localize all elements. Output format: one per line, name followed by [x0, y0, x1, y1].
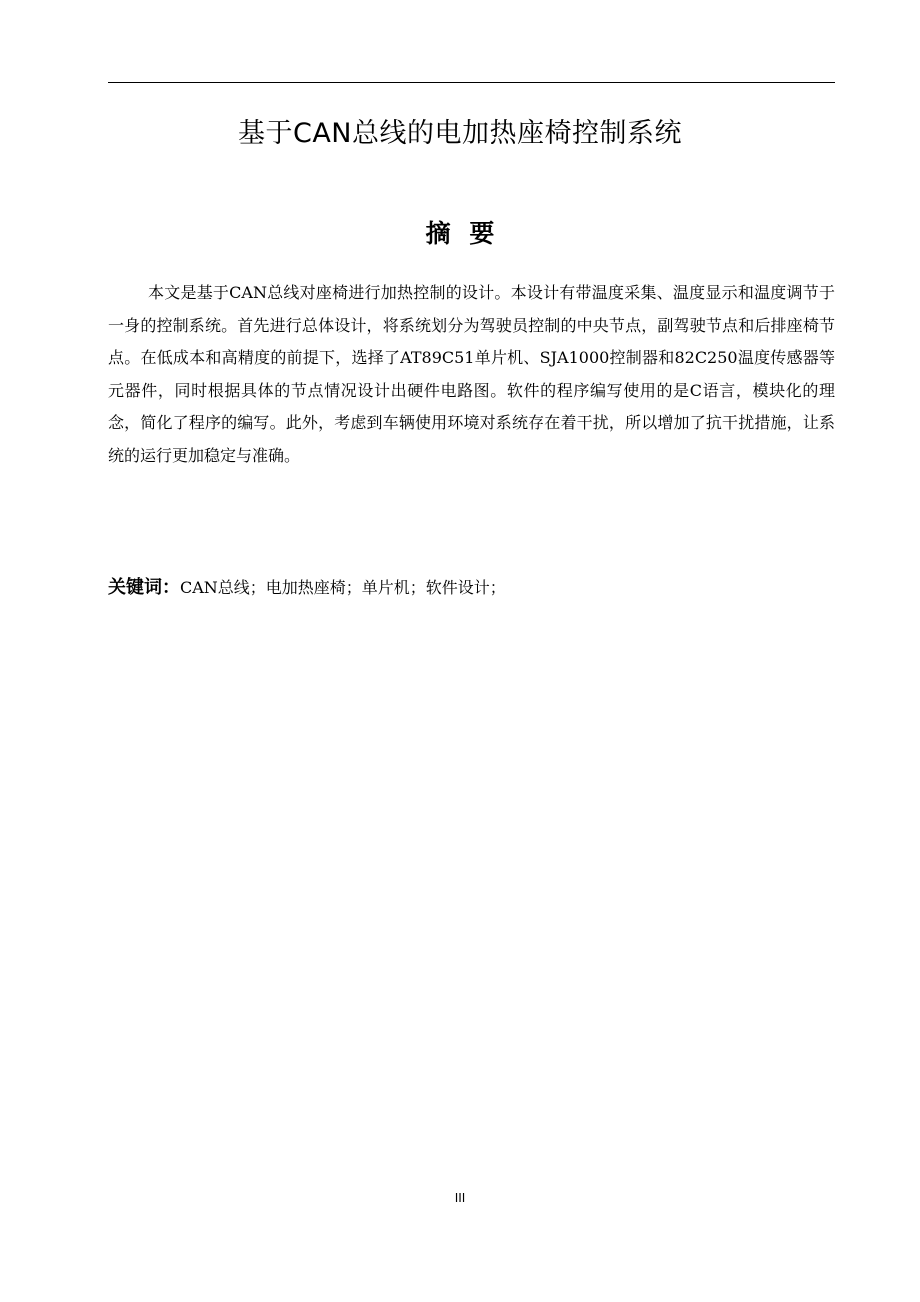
- page-number: III: [454, 1191, 466, 1205]
- document-title: 基于CAN总线的电加热座椅控制系统: [237, 118, 683, 149]
- keywords-label: 关键词：: [108, 577, 180, 598]
- abstract-heading: 摘 要: [425, 219, 495, 248]
- abstract-body: 本文是基于CAN总线对座椅进行加热控制的设计。本设计有带温度采集、温度显示和温度调节于一身的控制系统。首先进行总体设计，将系统划分为驾驶员控制的中央节点，副驾驶节点和后排座椅节点。在低成本和高精度的前提下，选择了AT89C51单片机、SJA1000控制器和82C250温度传感器等元器件，同时根据具体的节点情况设计出硬件电路图。软件的程序编写使用的是C语言，模块化的理念，简化了程序的编写。此外，考虑到车辆使用环境对系统存在着干扰，所以增加了抗干扰措施，让系统的运行更加稳定与准确。: [108, 283, 835, 465]
- keywords-text: CAN总线；电加热座椅；单片机；软件设计；: [180, 578, 506, 597]
- keywords-line: [108, 572, 835, 604]
- header-rule: [108, 82, 835, 83]
